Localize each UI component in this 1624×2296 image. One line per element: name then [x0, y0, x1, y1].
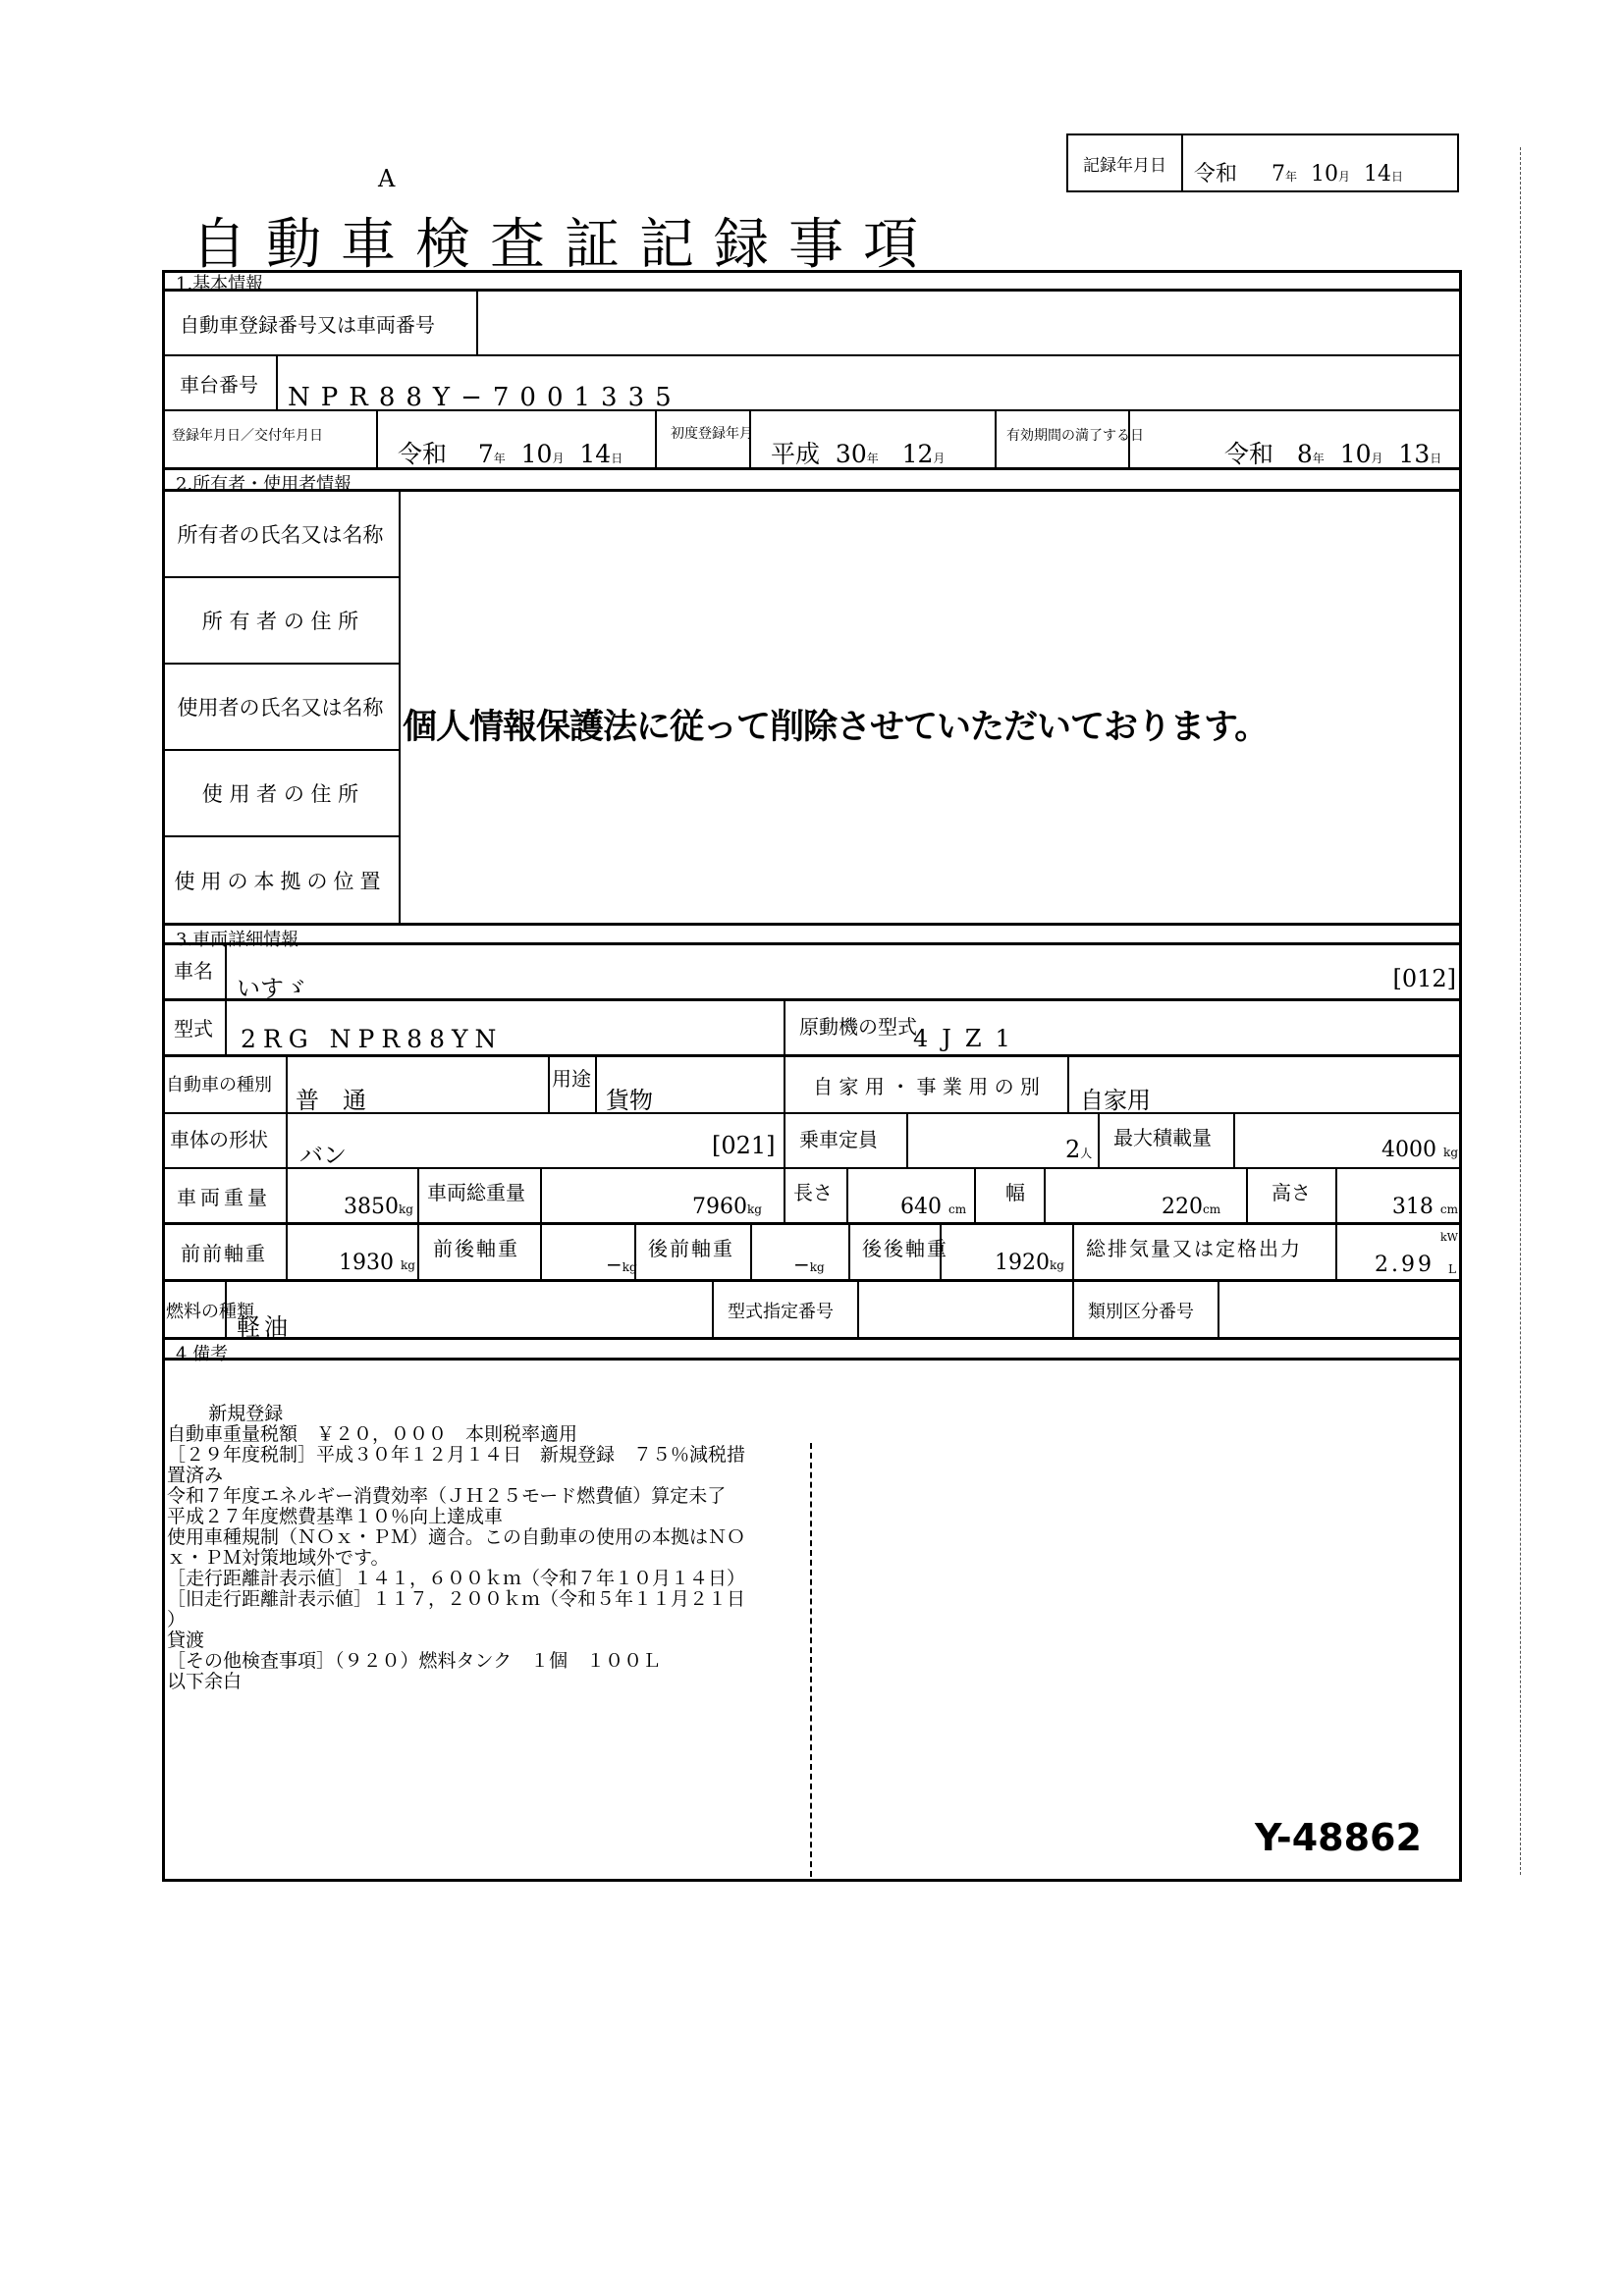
- model-value: 2RG NPR88YN: [241, 1025, 504, 1053]
- cut-line: [1520, 147, 1521, 1875]
- model-row: [162, 1001, 1462, 1057]
- length-label: 長さ: [793, 1181, 833, 1204]
- width-label: 幅: [1005, 1181, 1025, 1204]
- private-business-value: 自家用: [1080, 1087, 1151, 1114]
- displacement-unit-l: L: [1448, 1262, 1456, 1276]
- fuel-label: 燃料の種類: [166, 1302, 254, 1322]
- reg-date-value: 令和 7年 10月 14日: [398, 440, 623, 468]
- fuel-row: [162, 1282, 1462, 1340]
- fuel-value: 軽油: [237, 1313, 292, 1341]
- expiry-label: 有効期間の満了する日: [1006, 428, 1144, 444]
- dates-row: [162, 411, 1462, 470]
- first-reg-value: 平成 30年 12月: [771, 440, 946, 468]
- reg-number-label: 自動車登録番号又は車両番号: [180, 312, 435, 337]
- remarks-column-divider: [810, 1443, 812, 1877]
- rr-axle-label: 後後軸重: [862, 1237, 948, 1260]
- record-date-value: 令和 7年 10月 14日: [1194, 162, 1404, 187]
- page-title: 自動車検査証記録事項: [191, 213, 938, 277]
- car-name-code: [012]: [1392, 965, 1456, 992]
- base-location-label: 使用の本拠の位置: [174, 870, 387, 893]
- body-shape-label: 車体の形状: [170, 1128, 268, 1151]
- section1-header: 1.基本情報: [162, 270, 1462, 292]
- record-date-label: 記録年月日: [1083, 155, 1166, 176]
- max-load-label: 最大積載量: [1113, 1126, 1212, 1149]
- car-name-row: [162, 945, 1462, 1001]
- width-value: 220cm: [1162, 1195, 1221, 1219]
- category-label: 類別区分番号: [1088, 1302, 1194, 1322]
- stock-number: Y-48862: [1255, 1816, 1422, 1859]
- user-address-label: 使 用 者 の 住 所: [201, 782, 359, 806]
- private-business-label: 自 家 用 ・ 事 業 用 の 別: [813, 1074, 1040, 1098]
- rr-axle-value: 1920kg: [995, 1251, 1064, 1275]
- owner-name-label: 所有者の氏名又は名称: [177, 523, 384, 547]
- model-label: 型式: [174, 1017, 213, 1041]
- rf-axle-value: −kg: [793, 1253, 825, 1276]
- usage-value: 貨物: [606, 1087, 653, 1114]
- section4-header: 4.備考: [162, 1340, 1462, 1361]
- reg-number-row: [162, 292, 1462, 356]
- section3-header: 3.車両詳細情報: [162, 923, 1462, 945]
- type-designation-label: 型式指定番号: [728, 1302, 834, 1322]
- height-value: 318 cm: [1391, 1195, 1458, 1219]
- expiry-value: 令和 8年 10月 13日: [1224, 440, 1442, 468]
- max-load-value: 4000 kg: [1381, 1138, 1458, 1162]
- ff-axle-value: 1930 kg: [339, 1251, 415, 1275]
- section2-header: 2.所有者・使用者情報: [162, 470, 1462, 492]
- gross-weight-label: 車両総重量: [427, 1181, 525, 1204]
- owner-labels-column: [162, 492, 401, 924]
- rf-axle-label: 後前軸重: [648, 1237, 734, 1260]
- user-name-label: 使用者の氏名又は名称: [177, 696, 384, 720]
- redaction-notice: 個人情報保護法に従って削除させていただいております。: [403, 708, 1269, 747]
- fr-axle-label: 前後軸重: [433, 1237, 519, 1260]
- first-reg-label: 初度登録年月: [671, 426, 753, 442]
- car-name-label: 車名: [174, 959, 213, 983]
- corner-mark: A: [378, 165, 396, 192]
- height-label: 高さ: [1272, 1181, 1311, 1204]
- weight-label: 車両重量: [177, 1185, 271, 1209]
- record-date-box: [1066, 133, 1459, 192]
- usage-label: 用途: [552, 1067, 591, 1091]
- chassis-value: NPR88Y−7001335: [288, 383, 682, 412]
- vehicle-type-value: 普 通: [296, 1087, 366, 1114]
- engine-model-value: 4JZ1: [913, 1025, 1024, 1052]
- capacity-label: 乗車定員: [799, 1128, 878, 1151]
- vehicle-type-label: 自動車の種別: [166, 1075, 272, 1095]
- body-shape-code: [021]: [712, 1132, 776, 1159]
- capacity-value: 2人: [1065, 1136, 1093, 1163]
- owner-address-label: 所 有 者 の 住 所: [201, 610, 359, 633]
- engine-model-label: 原動機の型式: [799, 1015, 917, 1039]
- displacement-label: 総排気量又は定格出力: [1086, 1237, 1302, 1260]
- vehicle-type-row: [162, 1057, 1462, 1114]
- body-shape-value: バン: [299, 1142, 347, 1169]
- weight-row: [162, 1169, 1462, 1225]
- remarks-text: 新規登録 自動車重量税額 ￥２０，０００ 本則税率適用 ［２９年度税制］平成３０年１２月１４日 新規登録 ７５％減税措 置済み 令和７年度エネルギー消費効率（ＪＨ２５モード燃費値）算定未了 平成２７年度燃費基準１０％向上達成車 使用車種規制（ＮＯｘ・ＰＭ）適合。この自動車の使用の本拠はＮＯ ｘ・ＰＭ対策地域外です。 ［走行距離計表示値］１４１，６００ｋｍ（令和７年１０月１４日） ［旧走行距離計表示値］１１７，２００ｋｍ（令和５年１１月２１日 ） 貸渡 ［その他検査事項］（９２０）燃料タンク １個 １００Ｌ 以下余白: [167, 1403, 746, 1692]
- displacement-value: 2.99: [1375, 1253, 1435, 1277]
- length-value: 640 cm: [900, 1195, 967, 1219]
- displacement-unit-kw: kW: [1440, 1231, 1458, 1244]
- car-name-value: いすゞ: [237, 975, 307, 1002]
- chassis-label: 車台番号: [180, 372, 258, 397]
- ff-axle-label: 前前軸重: [181, 1242, 267, 1265]
- chassis-row: [162, 356, 1462, 411]
- body-shape-row: [162, 1114, 1462, 1169]
- axle-row: [162, 1225, 1462, 1282]
- fr-axle-value: −kg: [606, 1253, 637, 1276]
- reg-date-label: 登録年月日／交付年月日: [172, 428, 323, 444]
- gross-weight-value: 7960kg: [692, 1195, 762, 1219]
- weight-value: 3850kg: [344, 1195, 413, 1219]
